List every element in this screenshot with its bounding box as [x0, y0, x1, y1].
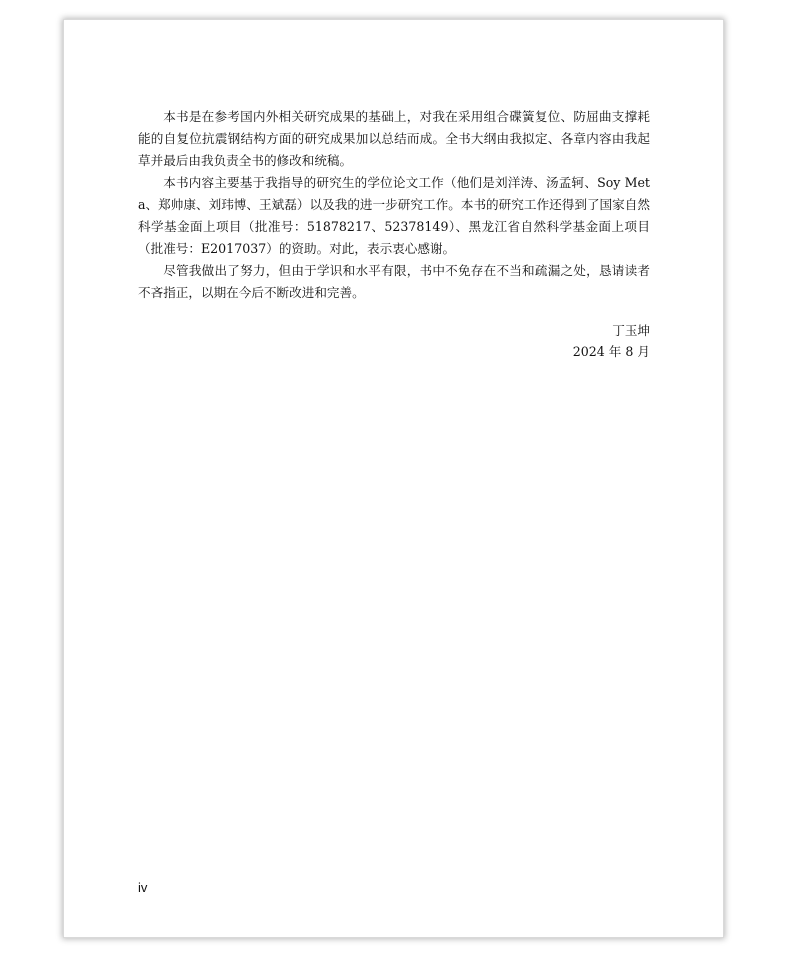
- signature-date: 2024 年 8 月: [572, 344, 650, 359]
- signature-author: 丁玉坤: [612, 323, 650, 338]
- preface-body: [138, 106, 650, 362]
- preface-paragraph-2: 本书内容主要基于我指导的研究生的学位论文工作（他们是刘洋涛、汤孟轲、Soy Meta、郑帅康、刘玮博、王斌磊）以及我的进一步研究工作。本书的研究工作还得到了国家自然科学基金面上项目（批准号：51878217、52378149）、黑龙江省自然科学基金面上项目（批准号：E2017037）的资助。对此，表示衷心感谢。: [138, 175, 650, 256]
- preface-paragraph-3: 尽管我做出了努力，但由于学识和水平有限，书中不免存在不当和疏漏之处，恳请读者不吝指正，以期在今后不断改进和完善。: [138, 263, 650, 300]
- page-number: iv: [138, 880, 148, 895]
- book-page: [64, 20, 723, 937]
- preface-paragraph-1: 本书是在参考国内外相关研究成果的基础上，对我在采用组合碟簧复位、防屈曲支撑耗能的自复位抗震钢结构方面的研究成果加以总结而成。全书大纲由我拟定、各章内容由我起草并最后由我负责全书的修改和统稿。: [138, 109, 650, 168]
- signature-block: [138, 320, 650, 362]
